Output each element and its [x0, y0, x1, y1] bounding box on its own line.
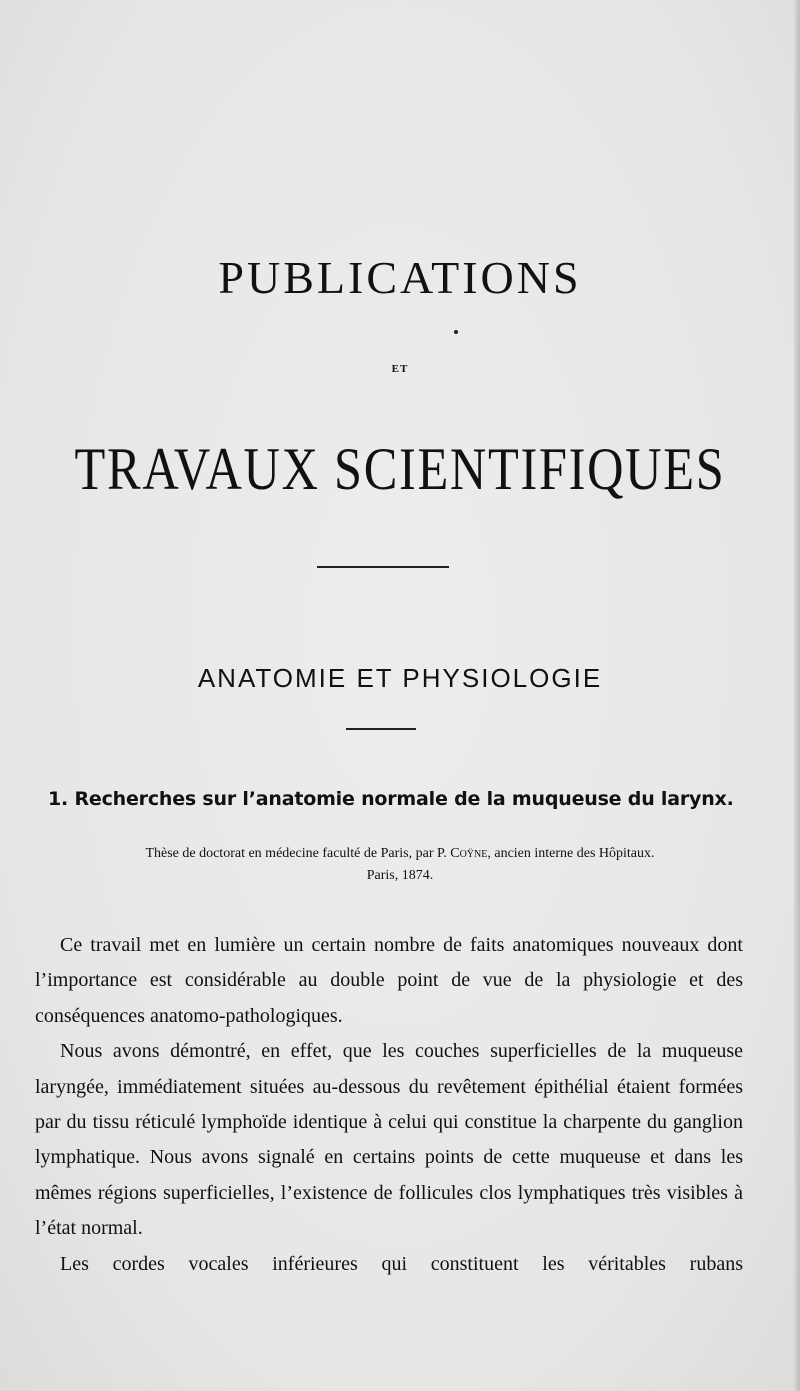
entry-subtitle — [20, 843, 780, 887]
entry-author: Coÿne — [450, 846, 488, 861]
paragraph-2: Nous avons démontré, en effet, que les couches superficielles de la muqueuse laryngée, immédiatement situées au-dessous du revêtement épithélial étaient formées par du tissu réticulé lymphoïde identique à celui qui constitue la charpente du ganglion lymphatique. Nous avons signalé en certains points de cette muqueuse et dans les mêmes régions superficielles, l’existence de follicules clos lymphatiques très visibles à l’état normal. — [35, 1040, 743, 1240]
body-text — [35, 928, 743, 1282]
paragraph-3: Les cordes vocales inférieures qui constituent les véritables rubans — [60, 1252, 743, 1275]
page-edge-shadow — [794, 0, 800, 1391]
main-title-travaux: TRAVAUX SCIENTIFIQUES — [74, 436, 726, 502]
entry-subtitle-suffix: , ancien interne des Hôpitaux. — [487, 846, 655, 861]
main-title-publications: PUBLICATIONS — [218, 252, 582, 303]
title-connector: ET — [391, 363, 409, 375]
entry-subtitle-place-date: Paris, 1874. — [366, 868, 434, 883]
entry-subtitle-prefix: Thèse de doctorat en médecine faculté de Paris, par P. — [145, 846, 451, 861]
paragraph-1: Ce travail met en lumière un certain nombre de faits anatomiques nouveaux dont l’importance est considérable au double point de vue de la physiologie et des conséquences anatomo-pathologiques. — [35, 934, 743, 1027]
section-divider-rule — [346, 728, 416, 730]
decorative-dot — [454, 330, 458, 334]
section-heading: ANATOMIE ET PHYSIOLOGIE — [197, 663, 603, 693]
entry-title: 1. Recherches sur l’anatomie normale de la muqueuse du larynx. — [48, 788, 734, 810]
title-divider-rule — [317, 566, 449, 568]
